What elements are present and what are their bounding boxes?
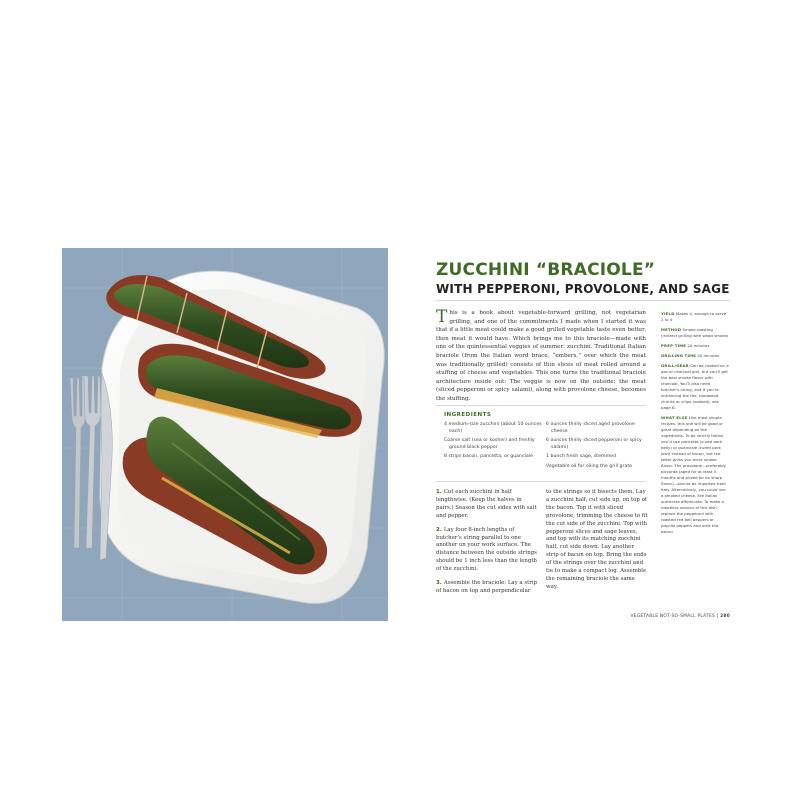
- section-name: VEGETABLE NOT-SO-SMALL PLATES: [630, 614, 716, 619]
- ingredient-item: Vegetable oil for oiling the grill grate: [546, 463, 633, 469]
- ingredients-right-column: [546, 422, 646, 474]
- step-text: Lay four 8-inch lengths of butcher’s string parallel to one another on your work surface. The distance between the outside strings should be 1 inch less than the length of the zucchini.: [436, 526, 537, 573]
- method-step: [436, 580, 538, 596]
- sidebar-text: Like most simple recipes, this one will be good or great depending on the ingredients. To be strictly Italian, you’d use pancetta (cured pork belly) or guanciale (cured pork jowl) instead of bacon, but the latter gives you more smoke flavor. The provolone—preferably piccante (aged for at least 4 months and prized for its sharp flavor)—should be imported from Italy. Alternatively, you could use a smoked cheese, like Italian scamorza affumicata. To make a meatless version of this dish, replace the pepperoni with roasted red bell peppers or piquillo peppers and omit the bacon.: [661, 415, 726, 534]
- ingredient-item: 1 bunch fresh sage, stemmed: [546, 454, 616, 460]
- sidebar-text: 20 minutes: [697, 353, 720, 358]
- sidebar-label: METHOD: [661, 327, 682, 332]
- ingredient-item: 8 strips bacon, pancetta, or guanciale: [444, 454, 533, 460]
- method-step: [436, 527, 538, 574]
- intro-text: his is a book about vegetable-forward grilling, not vegetarian grilling, and one of the commitments I made when I started it was that if a little meat could make a good grilled vegetable taste even better, then meat it would have. Which brings me to this braciole—made with one of the quintessential veggies of summer: zucchini. Traditional Italian braciole (from the Italian word brace, “embers,” over which the meat was traditionally grilled) consists of thin slices of meat rolled around a stuffing of cheese and vegetables. This one turns the traditional braciole architecture inside out: The veggie is now on the outside; the meat (sliced pepperoni or spicy salami), along with provolone cheese, becomes the stuffing.: [436, 310, 646, 402]
- sidebar-label: GRILL/GEAR: [661, 363, 689, 368]
- recipe-intro: [436, 309, 646, 404]
- method-column-1: [436, 489, 538, 602]
- sidebar-method: [661, 327, 729, 339]
- sidebar-what-else: [661, 415, 729, 535]
- page-number: 280: [720, 614, 730, 619]
- sidebar-grilling-time: [661, 353, 729, 359]
- sidebar-text: Smoke-roasting (indirect grilling with wood smoke): [661, 327, 729, 338]
- sidebar-yield: [661, 311, 729, 323]
- drop-cap: T: [436, 307, 448, 327]
- sidebar-label: PREP TIME: [661, 343, 687, 348]
- recipe-title-sub: WITH PEPPERONI, PROVOLONE, AND SAGE: [436, 282, 730, 296]
- sidebar-text: 20 minutes: [687, 343, 710, 348]
- ingredient-item: 6 ounces thinly sliced aged provolone cheese: [546, 422, 635, 434]
- ingredients-bottom-rule: [436, 481, 646, 482]
- recipe-photo: [62, 248, 388, 621]
- recipe-sidebar: [661, 311, 729, 539]
- sidebar-prep-time: [661, 343, 729, 349]
- ingredients-left-column: [444, 422, 544, 464]
- ingredient-item: Coarse salt (sea or kosher) and freshly ground black pepper: [444, 438, 535, 450]
- step-text: Assemble the braciole: Lay a strip of bacon on top and perpendicular: [436, 580, 537, 594]
- title-divider: [436, 300, 730, 301]
- sidebar-label: GRILLING TIME: [661, 353, 697, 358]
- sidebar-text: Makes 4, enough to serve 2 to 4: [661, 311, 727, 322]
- recipe-title: [436, 260, 736, 297]
- recipe-title-main: ZUCCHINI “BRACIOLE”: [436, 260, 656, 280]
- sidebar-text: Can be cooked on a gas or charcoal grill, but you’ll get the best smoke flavor with charcoal. You’ll also need butcher’s string, and if you’re enhancing the fire, hardwood chunks or chips (soaked); see page 6.: [661, 363, 729, 410]
- method-step: [436, 489, 538, 521]
- ingredients-top-rule: [436, 405, 646, 406]
- step-number: 1.: [436, 489, 442, 495]
- sidebar-label: YIELD: [661, 311, 675, 316]
- method-column-2: [546, 489, 648, 598]
- sidebar-grill-gear: [661, 363, 729, 411]
- method-step: [546, 489, 648, 592]
- step-number: 3.: [436, 580, 442, 587]
- page-footer: [600, 614, 730, 619]
- ingredients-heading: INGREDIENTS: [444, 412, 492, 418]
- step-number: 2.: [436, 526, 442, 533]
- step-text: Cut each zucchini in half lengthwise. (Keep the halves in pairs.) Season the cut sides with salt and pepper.: [436, 489, 537, 519]
- sidebar-label: WHAT ELSE: [661, 415, 688, 420]
- ingredient-item: 6 ounces thinly sliced pepperoni or spicy salami): [546, 438, 642, 450]
- step-text: to the strings so it bisects them. Lay a zucchini half, cut side up, on top of the bacon. Top it with sliced provolone, trimming the cheese to fit the cut side of the zucchini. Top with pepperoni slices and sage leaves, and top with its matching zucchini half, cut side down. Lay another strip of bacon on top. Bring the ends of the strings over the zucchini and tie to make a compact log. Assemble the remaining braciole the same way.: [546, 489, 648, 590]
- ingredient-item: 4 medium-size zucchini (about 10 ounces each): [444, 422, 542, 434]
- footer-separator: |: [716, 614, 719, 619]
